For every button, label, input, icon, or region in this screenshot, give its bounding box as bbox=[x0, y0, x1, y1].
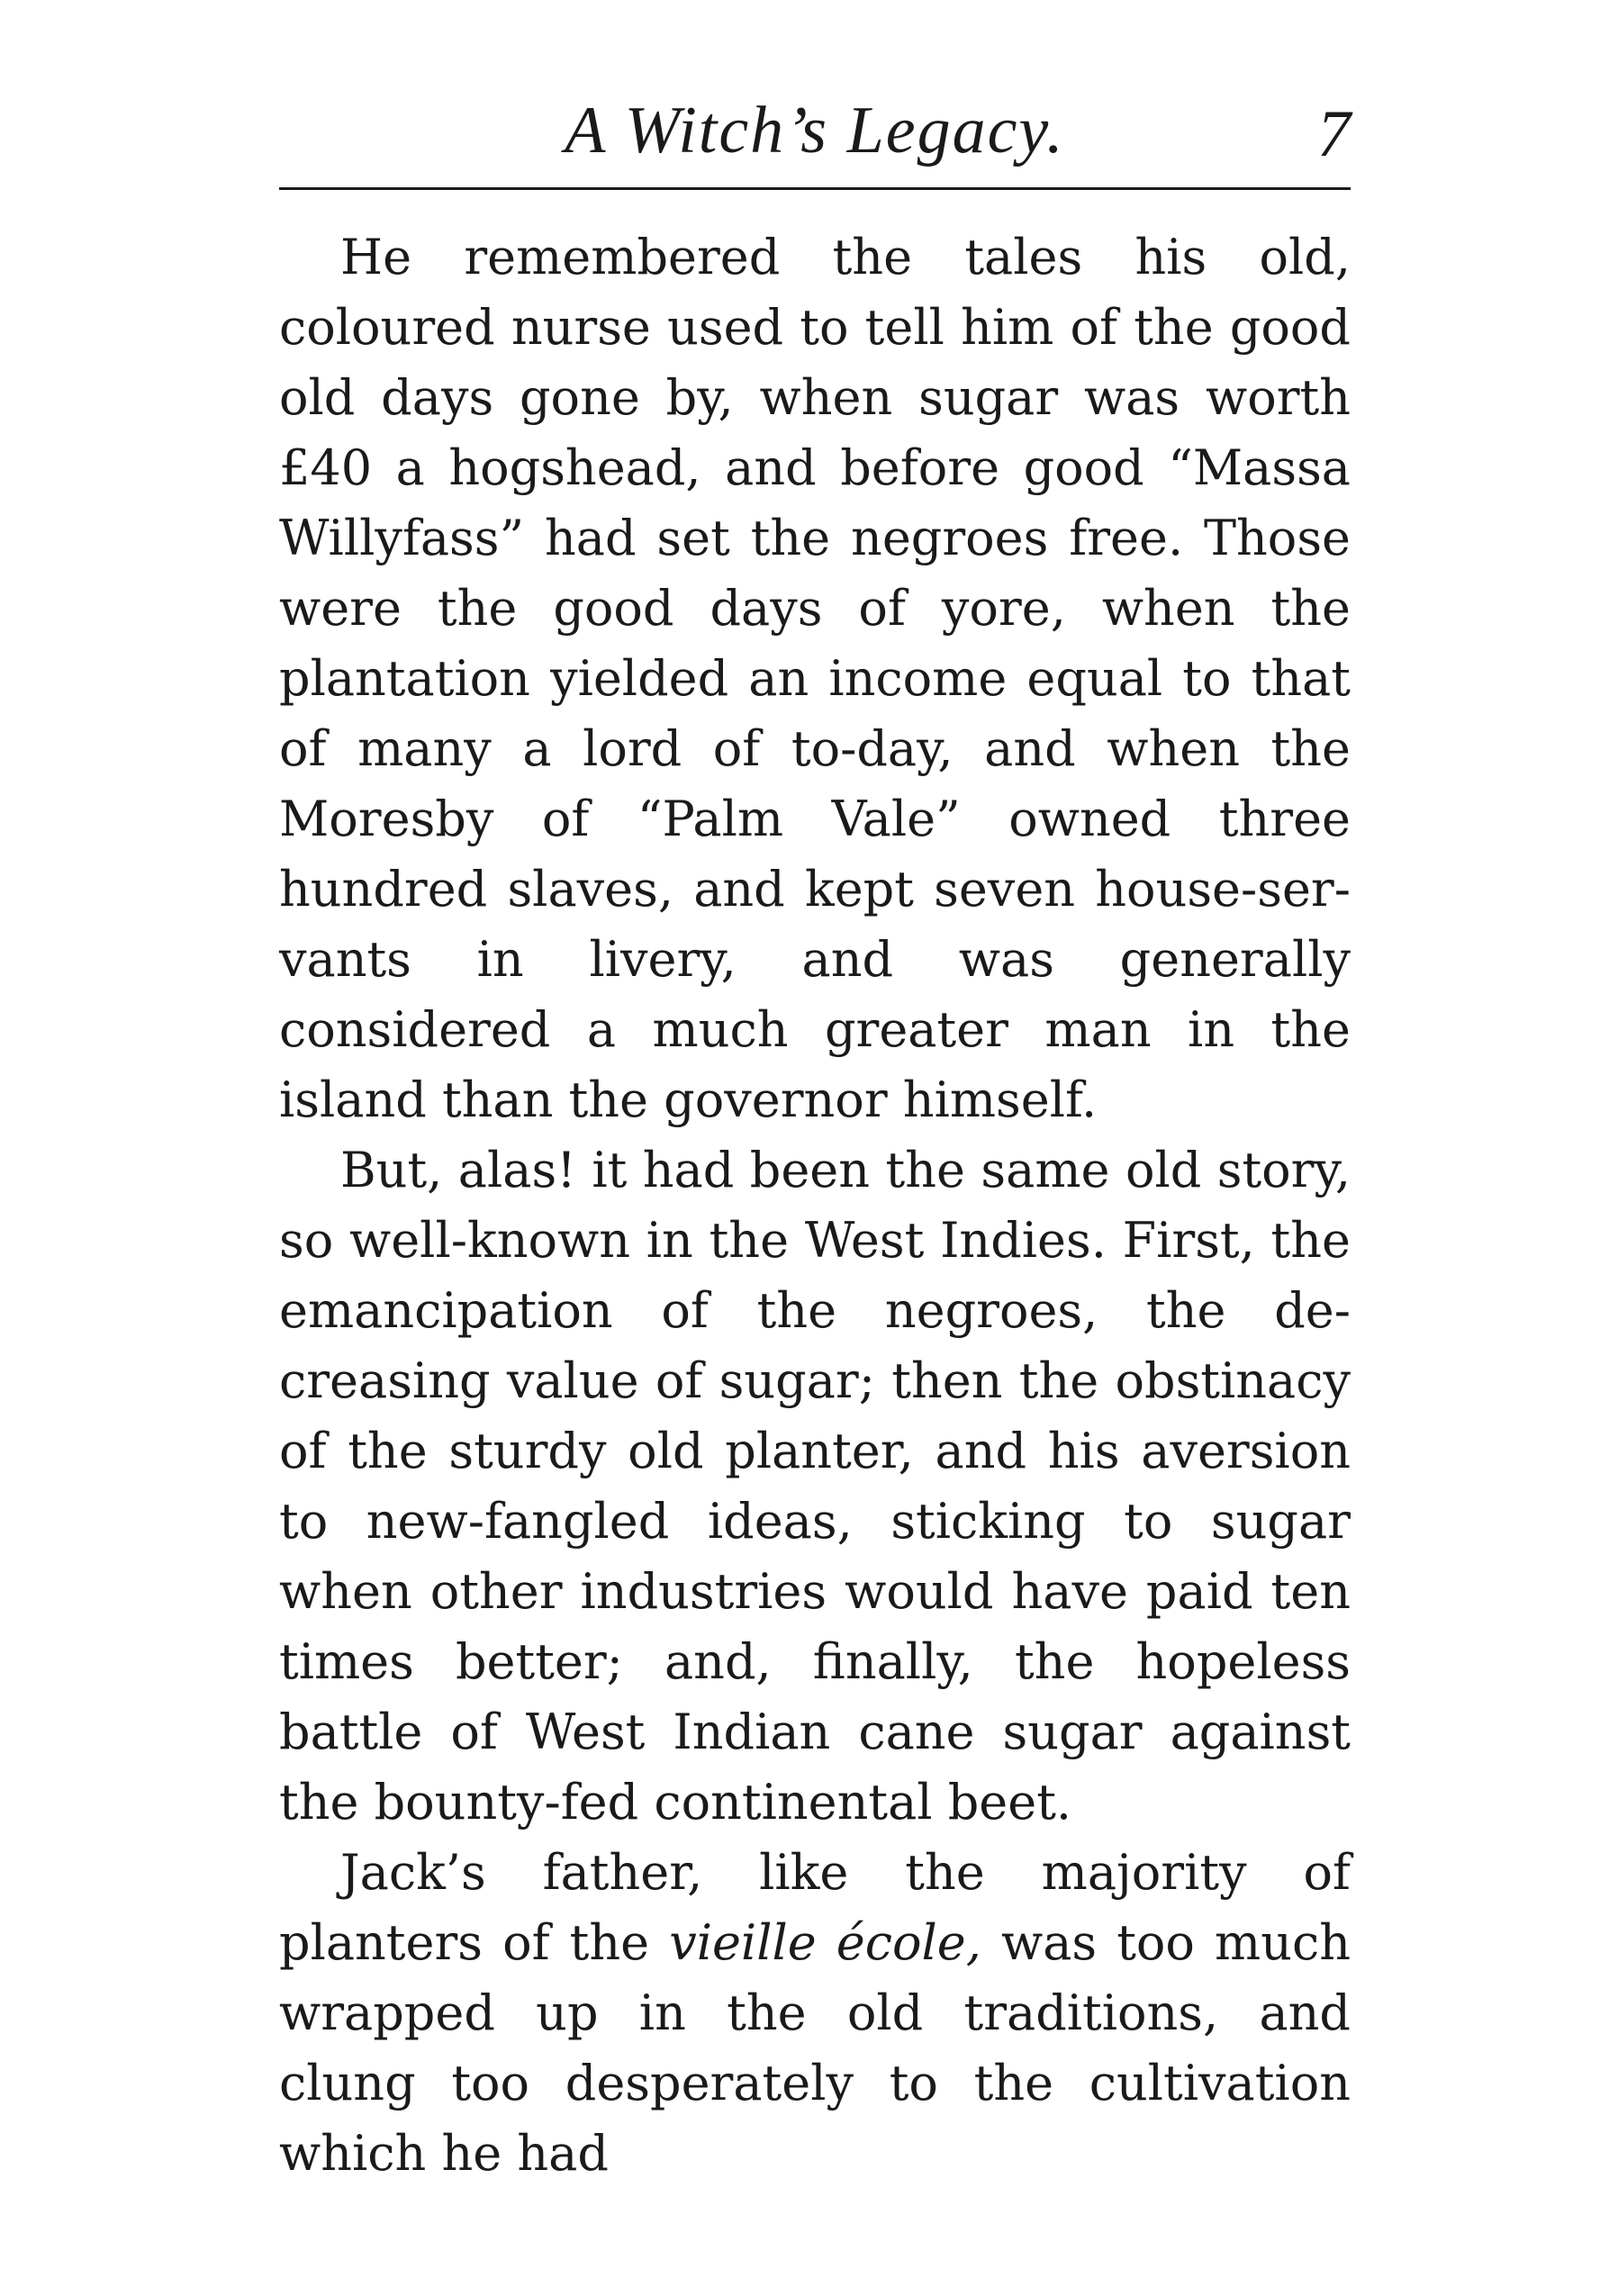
running-title: A Witch’s Legacy. bbox=[565, 94, 1065, 167]
paragraph-2: But, alas! it had been the same old story, so well-known in the West Indies. First, the emancipation of the negroes, the decreasing value of sugar; then the obstinacy of the sturdy old planter, and his aversion to new-fangled ideas, sticking to sugar when other industries would have paid ten times better; and, finally, the hopeless battle of West Indian cane sugar against the bounty-fed continental beet. bbox=[279, 1142, 1351, 1830]
running-head bbox=[279, 90, 1351, 171]
paragraph-1: He remembered the tales his old, coloured nurse used to tell him of the good old days gone by, when sugar was worth £40 a hogshead, and before good “Massa Willyfass” had set the negroes free. Those were the good days of yore, when the plantation yielded an income equal to that of many a lord of to-day, and when the Moresby of “Palm Vale” owned three hundred slaves, and kept seven house-servants in livery, and was generally considered a much greater man in the island than the governor himself. bbox=[279, 229, 1351, 1128]
page-number: 7 bbox=[1317, 97, 1351, 171]
paragraph-3-end: was too much wrapped up in the old traditions, and clung too desperately to the cultivation which he had bbox=[279, 1914, 1351, 2182]
body-text bbox=[279, 222, 1351, 2189]
paragraph-3-start: Jack’s father, like the majority of planters of the bbox=[279, 1844, 1351, 1971]
paragraph-3-italic-phrase: vieille école, bbox=[669, 1914, 981, 1971]
header-rule bbox=[279, 187, 1351, 190]
paragraph-3 bbox=[279, 1838, 1351, 2189]
